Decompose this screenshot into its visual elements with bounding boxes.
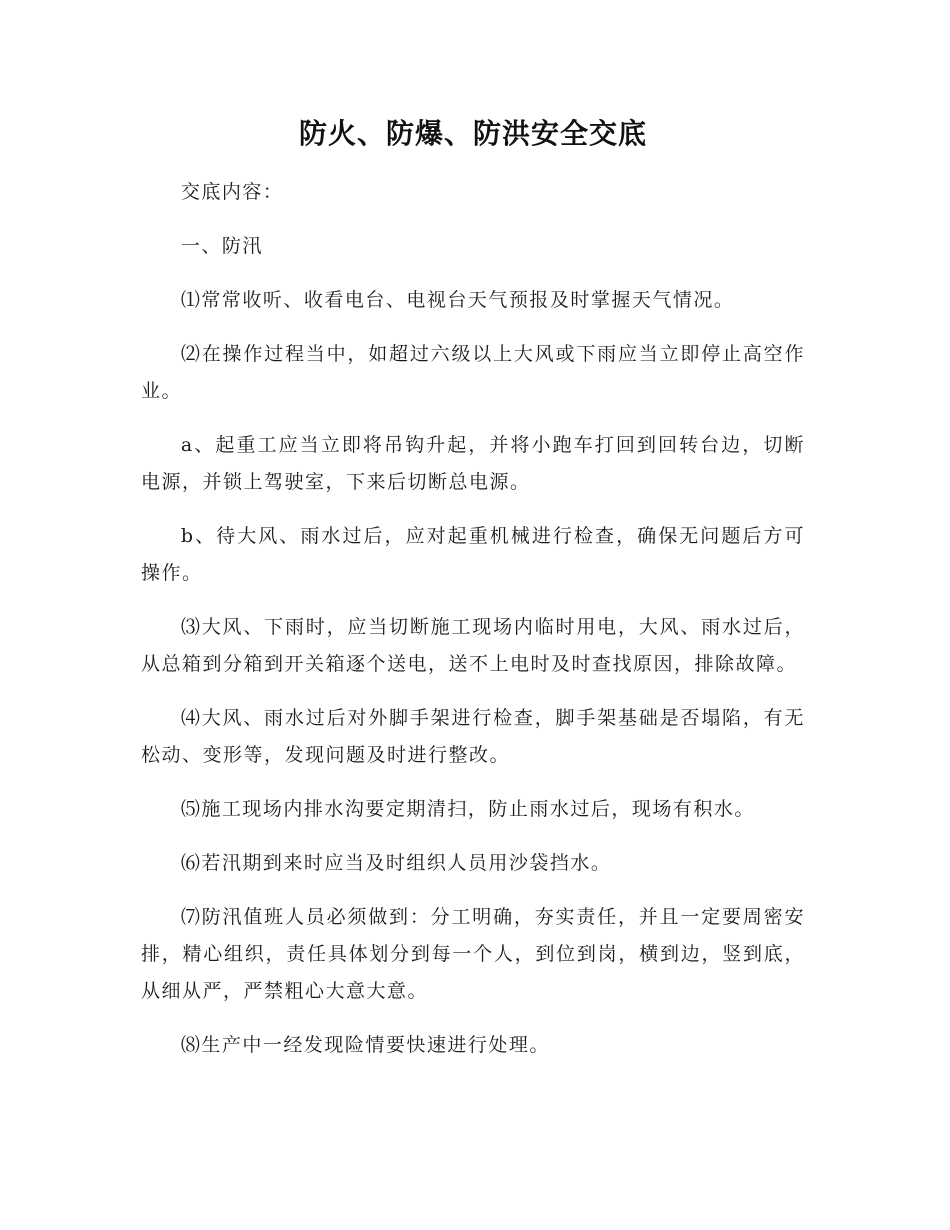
paragraph-item-8: ⑻生产中一经发现险情要快速进行处理。 xyxy=(180,1034,550,1056)
paragraph-item-2: ⑵在操作过程当中，如超过六级以上大风或下雨应当立即停止高空作业。 xyxy=(141,343,805,402)
paragraph-item-5: ⑸施工现场内排水沟要定期清扫，防止雨水过后，现场有积水。 xyxy=(180,798,755,820)
section-heading-flood-prevention: 一、防汛 xyxy=(180,235,263,257)
paragraph-item-2a: a、起重工应当立即将吊钩升起，并将小跑车打回到回转台边，切断电源，并锁上驾驶室，下来后切断总电源。 xyxy=(141,434,805,493)
document-body xyxy=(141,112,805,1081)
document-title: 防火、防爆、防洪安全交底 xyxy=(298,117,647,150)
handover-content-label: 交底内容： xyxy=(180,181,284,203)
paragraph-item-2b: b、待大风、雨水过后，应对起重机械进行检查，确保无问题后方可操作。 xyxy=(141,525,805,584)
paragraph-item-1: ⑴常常收听、收看电台、电视台天气预报及时掌握天气情况。 xyxy=(180,289,735,311)
paragraph-item-3: ⑶大风、下雨时，应当切断施工现场内临时用电，大风、雨水过后，从总箱到分箱到开关箱逐个送电，送不上电时及时查找原因，排除故障。 xyxy=(141,616,805,675)
paragraph-item-4: ⑷大风、雨水过后对外脚手架进行检查，脚手架基础是否塌陷，有无松动、变形等，发现问题及时进行整改。 xyxy=(141,707,805,766)
paragraph-item-7: ⑺防汛值班人员必须做到：分工明确，夯实责任，并且一定要周密安排，精心组织，责任具体划分到每一个人，到位到岗，横到边，竖到底，从细从严，严禁粗心大意大意。 xyxy=(141,906,805,1002)
paragraph-item-6: ⑹若汛期到来时应当及时组织人员用沙袋挡水。 xyxy=(180,852,612,874)
